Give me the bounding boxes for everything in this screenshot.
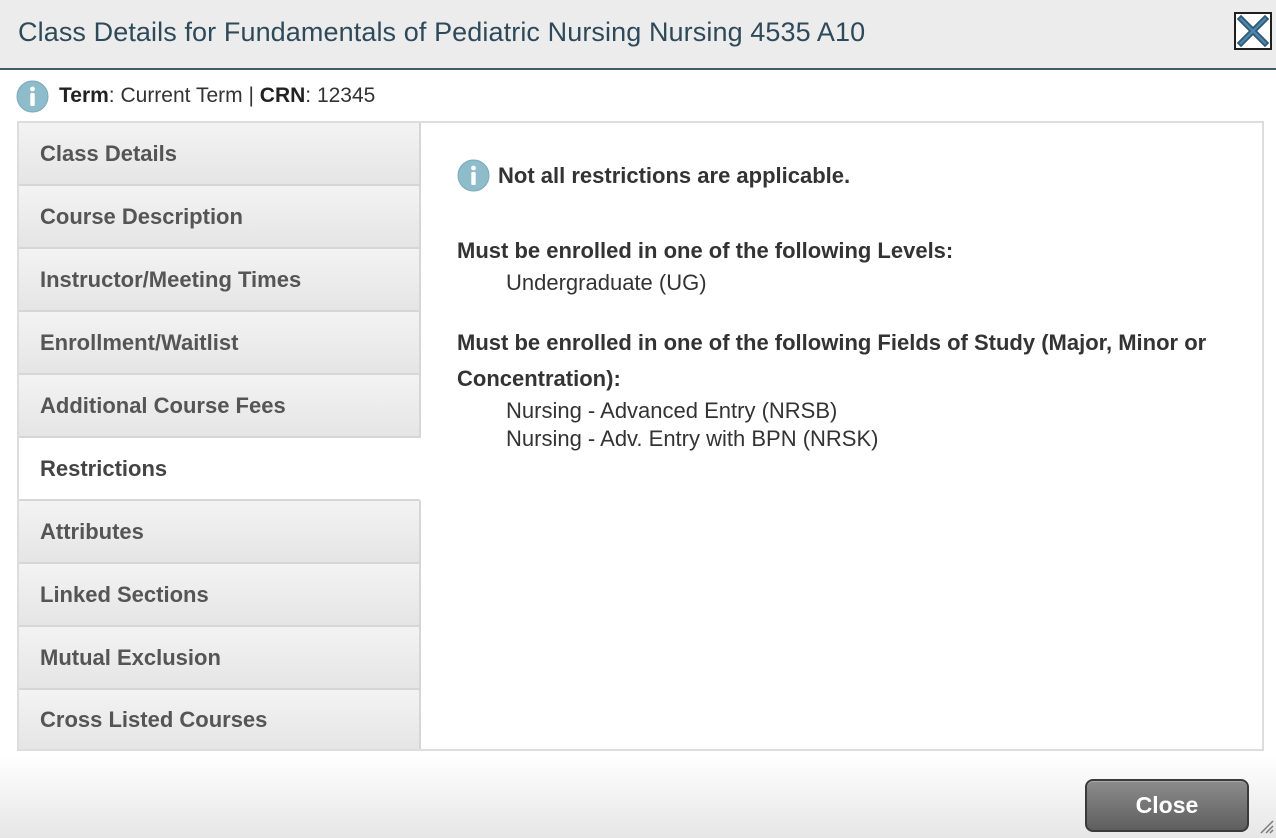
crn-value: 12345: [316, 84, 376, 107]
tab-list: [19, 123, 421, 749]
close-x-icon: [1237, 15, 1269, 47]
tab-course-description[interactable]: Course Description: [19, 186, 421, 249]
term-info-bar: [16, 80, 375, 112]
term-label: Term: [59, 84, 109, 107]
term-value: Current Term: [120, 84, 243, 107]
levels-heading: Must be enrolled in one of the following Levels:: [457, 238, 954, 263]
close-button[interactable]: Close: [1085, 779, 1249, 832]
restrictions-content: [421, 123, 1262, 749]
term-separator: |: [248, 84, 254, 107]
tab-additional-course-fees[interactable]: Additional Course Fees: [19, 375, 421, 438]
tab-instructor-meeting-times[interactable]: Instructor/Meeting Times: [19, 249, 421, 312]
close-dialog-button[interactable]: [1234, 12, 1272, 50]
field-item: Nursing - Advanced Entry (NRSB): [506, 398, 838, 423]
field-item: Nursing - Adv. Entry with BPN (NRSK): [506, 426, 879, 451]
tab-class-details[interactable]: Class Details: [19, 123, 421, 186]
dialog-title: Class Details for Fundamentals of Pediatric Nursing Nursing 4535 A10: [18, 17, 866, 47]
tab-mutual-exclusion[interactable]: Mutual Exclusion: [19, 627, 421, 690]
level-item: Undergraduate (UG): [506, 270, 707, 295]
info-icon: [16, 80, 49, 113]
crn-label: CRN: [259, 84, 306, 107]
term-info-text: Term: Current Term | CRN: 12345: [59, 84, 376, 107]
info-icon: [457, 159, 490, 192]
restrictions-note-text: Not all restrictions are applicable.: [498, 162, 851, 188]
restrictions-note: [457, 159, 850, 192]
tab-linked-sections[interactable]: Linked Sections: [19, 564, 421, 627]
tab-enrollment-waitlist[interactable]: Enrollment/Waitlist: [19, 312, 421, 375]
details-panel: [17, 121, 1264, 751]
dialog-titlebar: [0, 0, 1276, 70]
resize-grip-icon[interactable]: [1258, 818, 1274, 834]
fields-heading: Must be enrolled in one of the following Fields of Study (Major, Minor or Concentration):: [457, 330, 1207, 391]
tab-cross-listed-courses[interactable]: Cross Listed Courses: [19, 690, 421, 749]
tab-attributes[interactable]: Attributes: [19, 501, 421, 564]
tab-restrictions[interactable]: Restrictions: [19, 438, 421, 501]
